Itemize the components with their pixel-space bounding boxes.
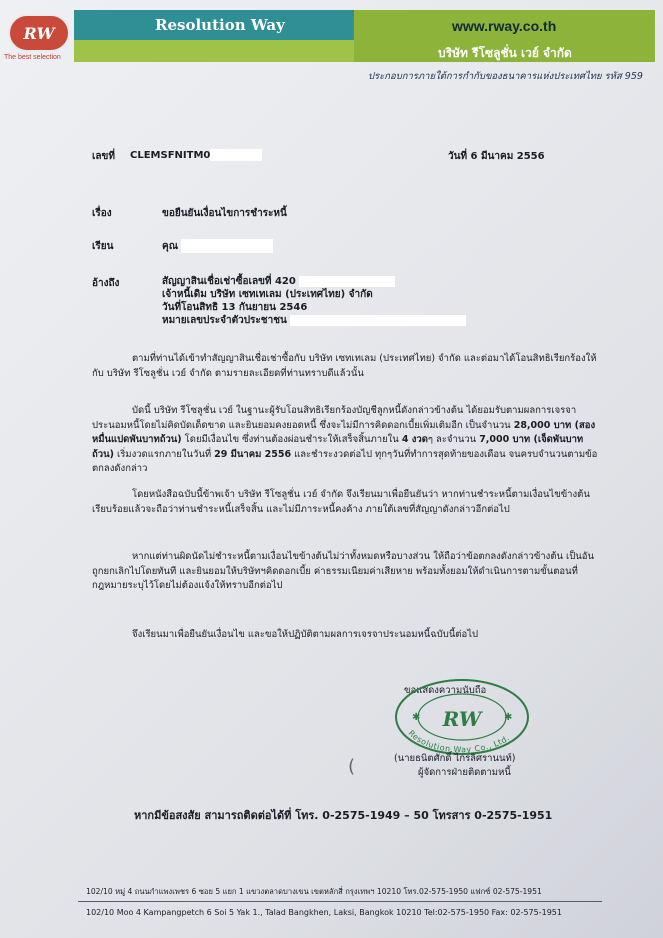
license-line: ประกอบการภายใต้การกำกับของธนาคารแห่งประเทศไทย รหัส 959: [368, 71, 643, 82]
footer-address-thai: 102/10 หมู่ 4 ถนนกำแพงเพชร 6 ซอย 5 แยก 1 แขวงตลาดบางเขน เขตหลักสี่ กรุงเทพฯ 10210 โทร.02-575-1950 แฟกซ์ 02-575-1951: [86, 887, 542, 896]
footer-address-english: 102/10 Moo 4 Kampangpetch 6 Soi 5 Yak 1., Talad Bangkhen, Laksi, Bangkok 10210 Tel:02-575-1950 Fax: 02-575-1951: [86, 908, 562, 917]
ref-number-line: [130, 149, 262, 161]
svg-text:RW: RW: [442, 707, 482, 731]
recipient: [162, 239, 273, 254]
company-logo: [8, 14, 70, 52]
redaction-box: [181, 239, 273, 253]
signature-mark: (: [348, 756, 356, 777]
ref-line-id: หมายเลขประจำตัวประชาชน: [162, 314, 466, 327]
stamp-text: Resolution Way Co., Ltd.: [406, 728, 512, 755]
website-url: www.rway.co.th: [452, 18, 557, 34]
ref-number: CLEMSFNITM0: [130, 150, 211, 161]
subject-label: เรื่อง: [92, 208, 112, 219]
paragraph-closing: จึงเรียนมาเพื่อยืนยันเงื่อนไข และขอให้ปฏิบัติตามผลการเจรจาประนอมหนี้ฉบับนี้ต่อไป: [132, 629, 479, 640]
brand-name: Resolution Way: [155, 16, 285, 34]
first-due-date: 29 มีนาคม 2556: [214, 448, 292, 460]
redaction-box: [290, 315, 466, 326]
installment-amount: 7,000 บาท (เจ็ดพันบาทถ้วน): [92, 434, 584, 460]
signer-name: (นายธนิตศักดิ์ ไกรลิศรานนท์): [394, 753, 516, 764]
svg-text:✱: ✱: [412, 712, 421, 723]
reference-block: [162, 275, 466, 327]
footer-divider: [78, 901, 602, 902]
closing-salutation: ขอแสดงความนับถือ: [404, 685, 487, 696]
ref-to-label: อ้างถึง: [92, 278, 120, 289]
ref-label: เลขที่: [92, 151, 115, 162]
recipient-prefix: คุณ: [162, 241, 178, 252]
ref-line-creditor: เจ้าหนี้เดิม บริษัท เซทเทเลม (ประเทศไทย) จำกัด: [162, 289, 373, 300]
svg-text:✱: ✱: [504, 712, 513, 723]
total-amount: 28,000 บาท (สองหมื่นแปดพันบาทถ้วน): [92, 419, 596, 445]
paragraph-intro: ตามที่ท่านได้เข้าทำสัญญาสินเชื่อเช่าซื้อกับ บริษัท เซทเทเลม (ประเทศไทย) จำกัด และต่อมาได้โอนสิทธิเรียกร้องให้กับ บริษัท รีโซลูชั่น เวย์ จำกัด ตามรายละเอียดที่ท่านทราบดีแล้วนั้น: [92, 353, 597, 379]
paragraph-terms: บัดนี้ บริษัท รีโซลูชั่น เวย์ ในฐานะผู้รับโอนสิทธิเรียกร้องบัญชีลูกหนี้ดังกล่าวข้างต้น ได้ยอมรับตามผลการเจรจาประนอมหนี้โดยไม่คิดบัดเด็ดขาด และยินยอมคงยอดหนี้ ซึ่งจะไม่มีการคิดดอกเบี้ยเพิ่มเติมอีก เป็นจำนวน 28,000 บาท (สองหมื่นแปดพันบาทถ้วน) โดยมีเงื่อนไข ซึ่งท่านต้องผ่อนชำระให้เสร็จสิ้นภายใน 4 งวดๆ ละจำนวน 7,000 บาท (เจ็ดพันบาทถ้วน) เริ่มงวดแรกภายในวันที่ 29 มีนาคม 2556 และชำระงวดต่อไป ทุกๆวันที่ทำการสุดท้ายของเดือน จนครบจำนวนตามข้อตกลงดังกล่าว: [92, 405, 598, 474]
company-name-thai: บริษัท รีโซลูชั่น เวย์ จำกัด: [438, 46, 572, 60]
redaction-box: [210, 149, 262, 161]
redaction-box: [299, 276, 395, 287]
logo-mark: RW: [23, 24, 55, 43]
paragraph-default: หากแต่ท่านผิดนัดไม่ชำระหนี้ตามเงื่อนไขข้างต้นไม่ว่าทั้งหมดหรือบางส่วน ให้ถือว่าข้อตกลงดังกล่าวข้างต้น เป็นอันถูกยกเลิกไปโดยทันที และยินยอมให้บริษัทฯคิดดอกเบี้ย ค่าธรรมเนียมค่าเสียหาย พร้อมทั้งยอมให้ดำเนินการตามขั้นตอนที่กฎหมายระบุไว้โดยไม่ต้องแจ้งให้ทราบอีกต่อไป: [92, 551, 594, 591]
letter-date: วันที่ 6 มีนาคม 2556: [448, 151, 545, 162]
ref-line-contract: สัญญาสินเชื่อเช่าซื้อเลขที่ 420: [162, 275, 466, 288]
header-band-lower-left: [74, 40, 354, 62]
contact-line: หากมีข้อสงสัย สามารถติดต่อได้ที่ โทร. 0-2575-1949 – 50 โทรสาร 0-2575-1951: [134, 809, 553, 822]
paragraph-confirmation: โดยหนังสือฉบับนี้ข้าพเจ้า บริษัท รีโซลูชั่น เวย์ จำกัด จึงเรียนมาเพื่อยืนยันว่า หากท่านชำระหนี้ตามเงื่อนไขข้างต้นเรียบร้อยแล้วจะถือว่าท่านชำระหนี้เสร็จสิ้น และไม่มีภาระหนี้คงค้าง ภายใต้เลขที่สัญญาดังกล่าวอีกต่อไป: [92, 489, 590, 515]
ref-line-transfer-date: วันที่โอนสิทธิ 13 กันยายน 2546: [162, 302, 308, 313]
signer-title: ผู้จัดการฝ่ายติดตามหนี้: [418, 767, 511, 778]
company-stamp: [392, 676, 532, 758]
installments: 4 งวด: [401, 434, 428, 445]
subject: ขอยืนยันเงื่อนไขการชำระหนี้: [162, 208, 287, 219]
to-label: เรียน: [92, 241, 114, 252]
logo-tagline: The best selection: [4, 54, 61, 61]
